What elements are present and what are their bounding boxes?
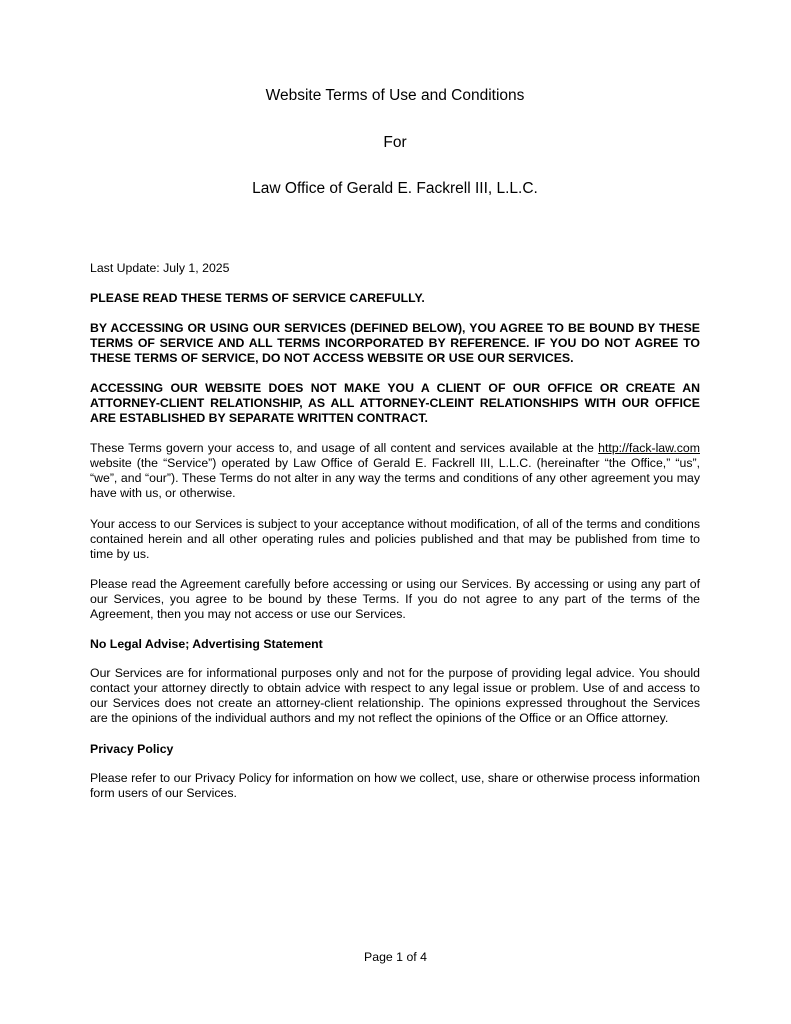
spacer <box>90 562 700 577</box>
notice-binding-terms: BY ACCESSING OR USING OUR SERVICES (DEFINED BELOW), YOU AGREE TO BE BOUND BY THESE TERMS OF SERVICE AND ALL TERMS INCORPORATED BY REFERENCE. IF YOU DO NOT AGREE TO THESE TERMS OF SERVICE, DO NOT ACCESS WEBSITE OR USE OUR SERVICES. <box>90 320 700 365</box>
spacer <box>90 757 700 771</box>
spacer <box>90 426 700 441</box>
spacer <box>90 502 700 517</box>
read-agreement-paragraph: Please read the Agreement carefully before accessing or using our Services. By accessing or using any part of our Services, you agree to be bound by these Terms. If you do not agree to any part of the terms of the Agreement, then you may not access or use our Services. <box>90 576 700 621</box>
spacer <box>90 306 700 321</box>
page-title: Website Terms of Use and Conditions <box>265 87 525 104</box>
section-heading-no-legal-advise: No Legal Advise; Advertising Statement <box>90 637 323 652</box>
notice-read-carefully: PLEASE READ THESE TERMS OF SERVICE CAREFULLY. <box>90 290 425 305</box>
spacer <box>90 366 700 381</box>
terms-govern-text-before: These Terms govern your access to, and usage of all content and services available at the <box>90 441 599 456</box>
page-number-label: Page 1 of 4 <box>364 950 427 964</box>
last-update-line: Last Update: July 1, 2025 <box>90 260 230 275</box>
spacer <box>90 276 700 291</box>
acceptance-paragraph: Your access to our Services is subject to your acceptance without modification, of all of the terms and conditions contained herein and all other operating rules and policies published and that may be published from time to time by us. <box>90 516 700 561</box>
section-heading-privacy-policy: Privacy Policy <box>90 741 174 756</box>
terms-govern-text-after: website (the “Service”) operated by Law Office of Gerald E. Fackrell III, L.L.C. (hereinafter “the Office,” “us”, “we”, and “our”). These Terms do not alter in any way the terms and conditions of any other agreement you may have with us, or otherwise. <box>90 456 700 501</box>
title-connector: For <box>383 133 407 151</box>
spacer <box>90 727 700 742</box>
title-entity-name: Law Office of Gerald E. Fackrell III, L.L.C. <box>252 180 538 197</box>
document-title-block <box>90 0 700 197</box>
spacer <box>90 652 700 666</box>
website-url-link[interactable]: http://fack-law.com <box>598 441 700 456</box>
section-body-no-legal-advise: Our Services are for informational purposes only and not for the purpose of providing legal advice. You should contact your attorney directly to obtain advice with respect to any legal issue or problem. Use of and access to our Services does not create an attorney-client relationship. The opinions expressed throughout the Services are the opinions of the individual authors and my not reflect the opinions of the Office or an Office attorney. <box>90 666 700 726</box>
page-footer <box>0 950 791 965</box>
spacer <box>90 622 700 637</box>
section-body-privacy-policy: Please refer to our Privacy Policy for information on how we collect, use, share or otherwise process information form users of our Services. <box>90 770 700 800</box>
document-content <box>90 0 700 801</box>
notice-no-attorney-client: ACCESSING OUR WEBSITE DOES NOT MAKE YOU A CLIENT OF OUR OFFICE OR CREATE AN ATTORNEY-CLIENT RELATIONSHIP, AS ALL ATTORNEY-CLEINT RELATIONSHIPS WITH OUR OFFICE ARE ESTABLISHED BY SEPARATE WRITTEN CONTRACT. <box>90 380 700 426</box>
terms-govern-paragraph <box>90 441 700 501</box>
